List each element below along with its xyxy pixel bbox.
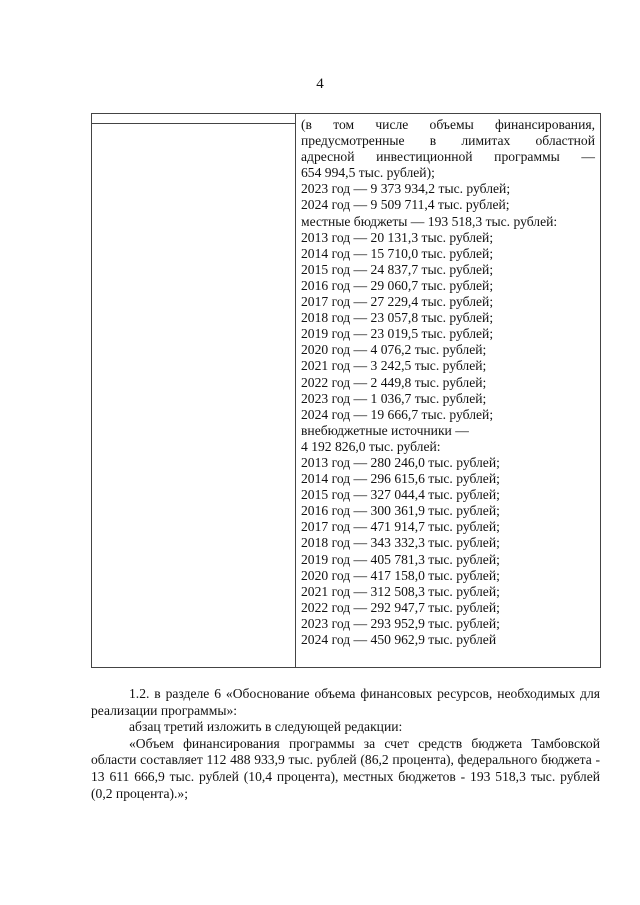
table-line: 2020 год — 417 158,0 тыс. рублей; <box>301 567 500 583</box>
table-line: внебюджетные источники — <box>301 422 469 438</box>
table-line: 2015 год — 24 837,7 тыс. рублей; <box>301 261 494 277</box>
table-line: 2014 год — 296 615,6 тыс. рублей; <box>301 471 500 487</box>
table-line: 2016 год — 300 361,9 тыс. рублей; <box>301 503 500 519</box>
table-line: 2021 год — 312 508,3 тыс. рублей; <box>301 583 500 599</box>
amendment-instruction: абзац третий изложить в следующей редакции: <box>129 719 403 735</box>
table-line: 2019 год — 405 781,3 тыс. рублей; <box>301 551 500 567</box>
amendment-item: 1.2. в разделе 6 «Обоснование объема финансовых ресурсов, необходимых для реализации программы»: <box>91 686 600 718</box>
table-line: 2023 год — 293 952,9 тыс. рублей; <box>301 615 500 631</box>
table-line: 2018 год — 23 057,8 тыс. рублей; <box>301 310 494 326</box>
amendment-quote: «Объем финансирования программы за счет средств бюджета Тамбовской области составляет 112 488 933,9 тыс. рублей (86,2 процента), федерального бюджета - 13 611 666,9 тыс. рублей (10,4 процента), местных бюджетов - 193 518,3 тыс. рублей (0,2 процента).»; <box>91 735 600 801</box>
table-line: 2022 год — 2 449,8 тыс. рублей; <box>301 374 487 390</box>
table-line: 2016 год — 29 060,7 тыс. рублей; <box>301 277 494 293</box>
table-line: 2013 год — 280 246,0 тыс. рублей; <box>301 454 500 470</box>
table-line: 2015 год — 327 044,4 тыс. рублей; <box>301 487 500 503</box>
table-line: 2022 год — 292 947,7 тыс. рублей; <box>301 599 500 615</box>
amendment-text <box>91 686 600 802</box>
table-line: 654 994,5 тыс. рублей); <box>301 165 435 181</box>
table-row-divider <box>92 123 295 124</box>
table-line: (в том числе объемы финансирования, <box>301 117 595 132</box>
table-line: адресной инвестиционной программы — <box>301 149 595 165</box>
table-line: 2019 год — 23 019,5 тыс. рублей; <box>301 326 494 342</box>
table-line: 4 192 826,0 тыс. рублей: <box>301 438 441 454</box>
table-line: 2014 год — 15 710,0 тыс. рублей; <box>301 245 494 261</box>
table-line: 2024 год — 19 666,7 тыс. рублей; <box>301 406 494 422</box>
table-line: 2024 год — 9 509 711,4 тыс. рублей; <box>301 197 510 213</box>
table-line: 2023 год — 1 036,7 тыс. рублей; <box>301 390 487 406</box>
table-line: 2020 год — 4 076,2 тыс. рублей; <box>301 342 487 358</box>
table-line: 2024 год — 450 962,9 тыс. рублей <box>301 632 497 647</box>
table-line: предусмотренные в лимитах областной <box>301 133 595 149</box>
table-left-cell <box>92 114 296 667</box>
table-line: 2018 год — 343 332,3 тыс. рублей; <box>301 535 500 551</box>
table-line: 2017 год — 471 914,7 тыс. рублей; <box>301 519 500 535</box>
table-line: 2013 год — 20 131,3 тыс. рублей; <box>301 229 494 245</box>
table-line: местные бюджеты — 193 518,3 тыс. рублей: <box>301 213 558 229</box>
page-number: 4 <box>316 76 324 92</box>
table-line: 2023 год — 9 373 934,2 тыс. рублей; <box>301 181 511 197</box>
table-line: 2021 год — 3 242,5 тыс. рублей; <box>301 358 487 374</box>
table-line: 2017 год — 27 229,4 тыс. рублей; <box>301 294 494 310</box>
table-right-cell <box>301 117 595 648</box>
funding-table <box>91 113 601 668</box>
